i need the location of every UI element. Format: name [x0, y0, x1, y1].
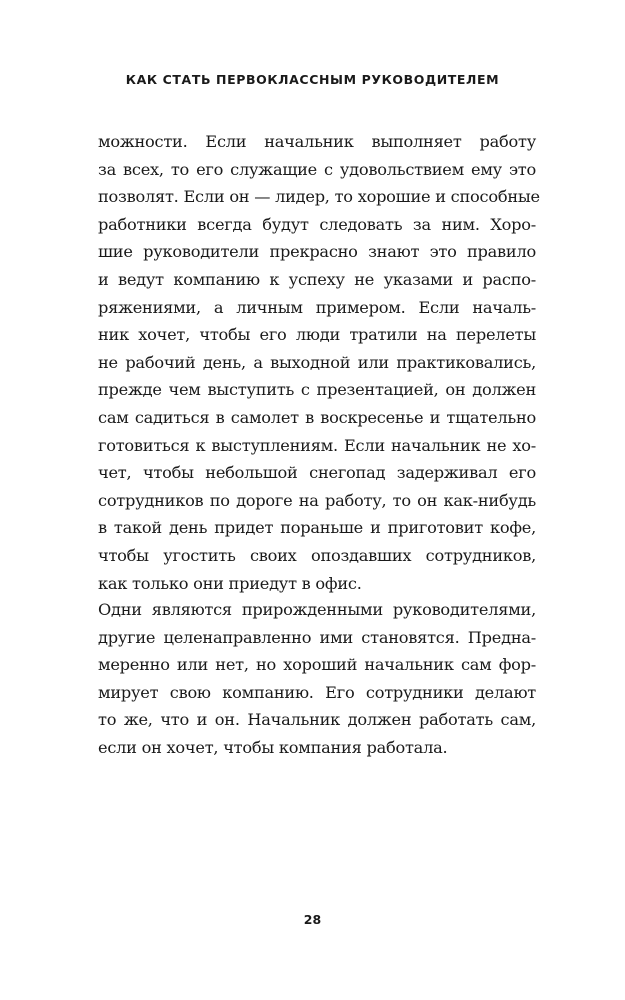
paragraph-line: как только они приедут в офис. — [98, 573, 362, 593]
paragraph-line: мирует свою компанию. Его сотрудники делают — [98, 682, 536, 702]
running-head: КАК СТАТЬ ПЕРВОКЛАССНЫМ РУКОВОДИТЕЛЕМ — [125, 72, 500, 87]
paragraph-line: Одни являются прирожденными руководителями, — [98, 600, 536, 619]
paragraph-line: ряжениями, а личным примером. Если началь- — [98, 297, 536, 317]
page-number: 28 — [303, 912, 322, 927]
paragraph-line: ник хочет, чтобы его люди тратили на перелеты — [98, 325, 536, 345]
paragraph-line: сам садиться в самолет в воскресенье и тщательно — [98, 407, 536, 427]
paragraph-line: чтобы угостить своих опоздавших сотрудников, — [98, 545, 536, 565]
paragraph-line: прежде чем выступить с презентацией, он должен — [98, 380, 536, 400]
paragraph-line: за всех, то его служащие с удовольствием ему это — [98, 159, 536, 179]
paragraph-line: работники всегда будут следовать за ним. Хоро- — [98, 214, 536, 234]
paragraph-line: то же, что и он. Начальник должен работать сам, — [98, 710, 536, 730]
paragraph-line: не рабочий день, а выходной или практиковались, — [98, 352, 536, 372]
body-paragraph-2 — [98, 596, 536, 762]
paragraph-line: позволят. Если он — лидер, то хорошие и способные — [98, 187, 540, 207]
paragraph-line: другие целенаправленно ими становятся. Предна- — [98, 627, 536, 647]
paragraph-line: и ведут компанию к успеху не указами и распо- — [98, 269, 536, 289]
paragraph-line: готовиться к выступлениям. Если начальник не хо- — [98, 435, 536, 455]
paragraph-line: можности. Если начальник выполняет работу — [98, 132, 536, 151]
paragraph-line: шие руководители прекрасно знают это правило — [98, 242, 536, 262]
body-paragraph-1 — [98, 128, 540, 597]
paragraph-line: если он хочет, чтобы компания работала. — [98, 737, 448, 757]
paragraph-line: в такой день придет пораньше и приготовит кофе, — [98, 518, 536, 538]
paragraph-line: чет, чтобы небольшой снегопад задерживал его — [98, 463, 536, 483]
paragraph-line: сотрудников по дороге на работу, то он как-нибудь — [98, 490, 536, 510]
paragraph-line: меренно или нет, но хороший начальник сам фор- — [98, 655, 536, 675]
